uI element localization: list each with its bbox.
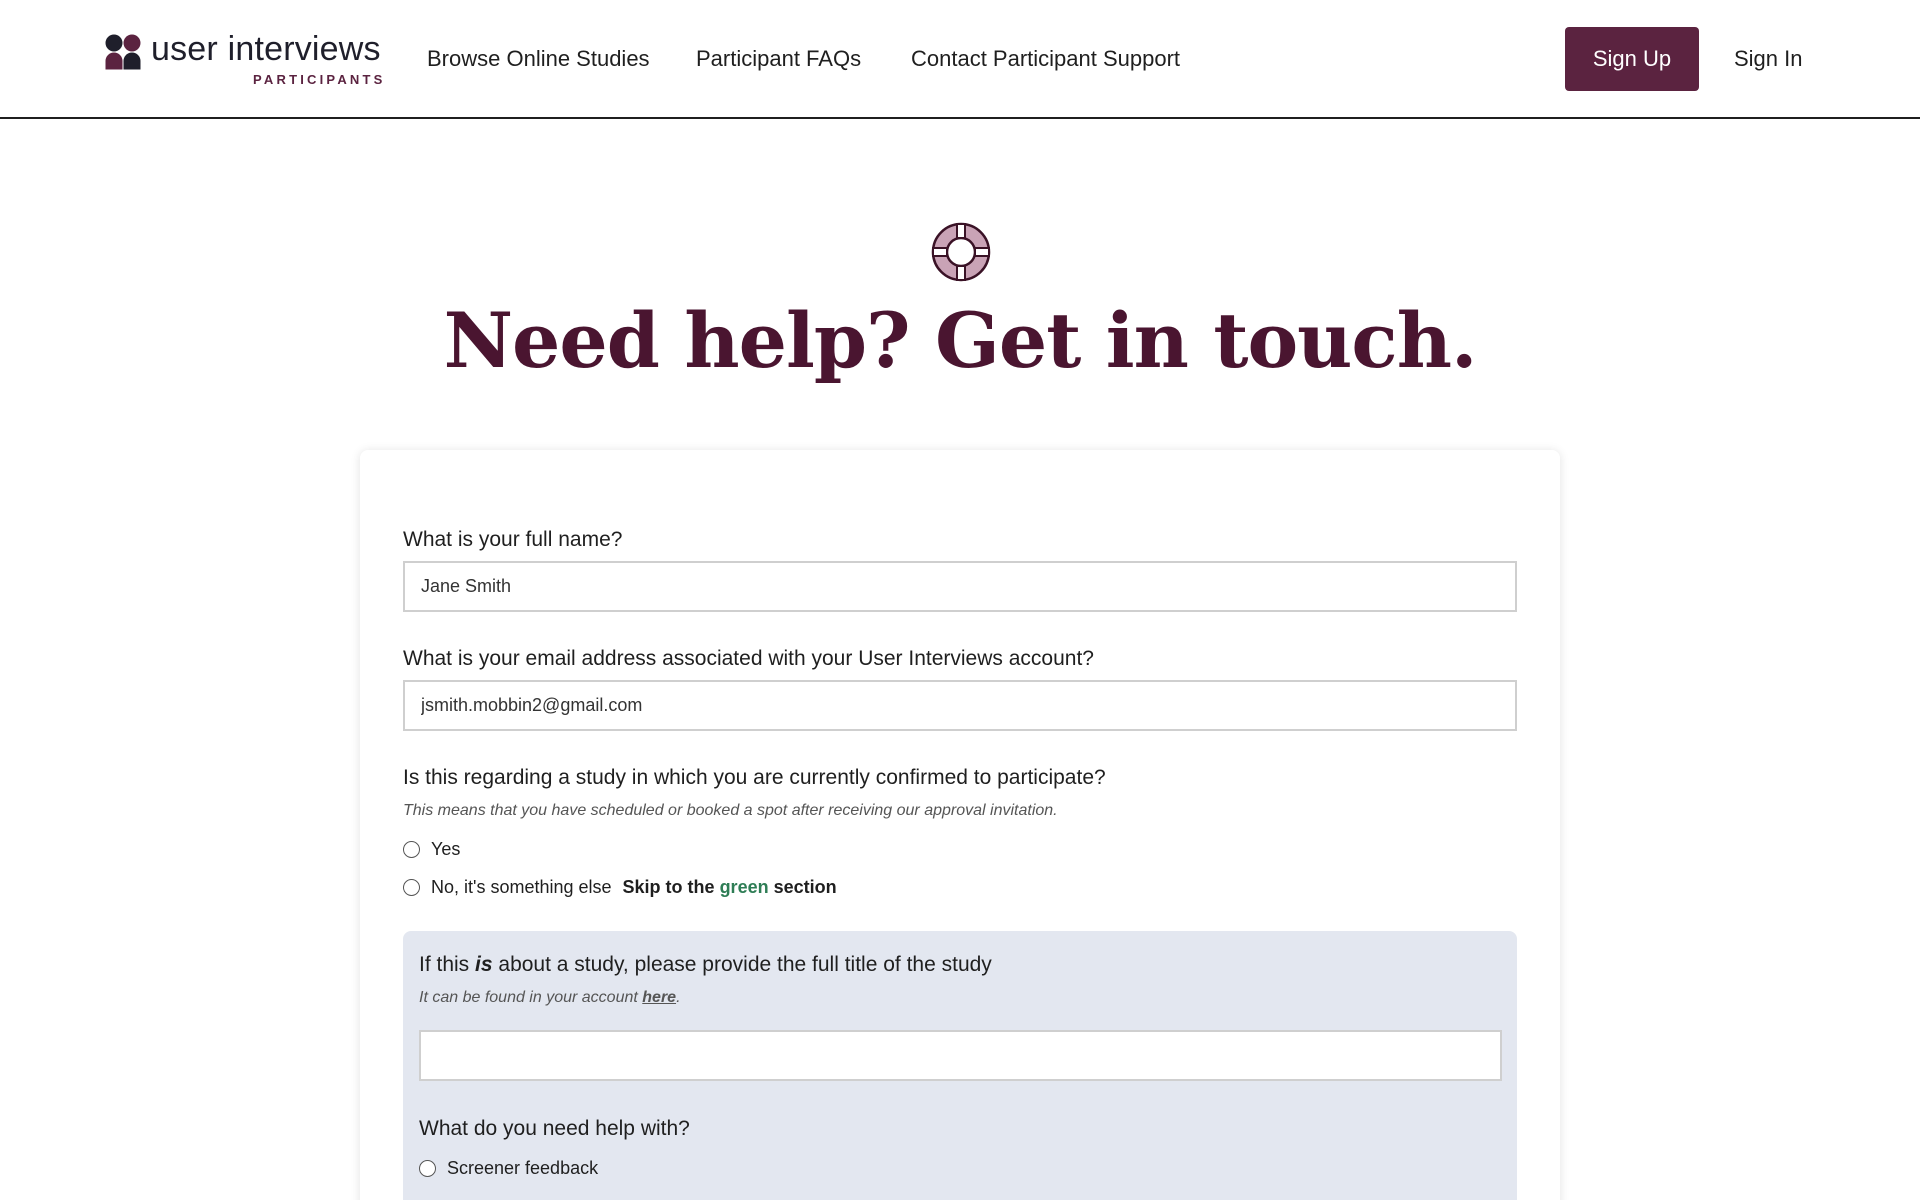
brand-logo[interactable] — [105, 30, 386, 88]
page-title: Need help? Get in touch. — [443, 296, 1477, 385]
radio-option-screener-feedback[interactable] — [419, 1158, 598, 1179]
study-title-input[interactable] — [419, 1030, 1502, 1081]
radio-button[interactable] — [403, 841, 420, 858]
radio-button[interactable] — [403, 879, 420, 896]
confirmed-study-label: Is this regarding a study in which you are currently confirmed to participate? — [403, 766, 1106, 789]
full-name-input[interactable] — [403, 561, 1517, 612]
study-title-hint — [419, 989, 681, 1007]
radio-option-yes[interactable] — [403, 839, 460, 860]
study-title-hint-prefix: It can be found in your account — [419, 989, 638, 1006]
support-form-card — [360, 450, 1560, 1200]
nav-browse-online-studies[interactable]: Browse Online Studies — [427, 46, 650, 71]
study-title-hint-suffix: . — [676, 989, 681, 1006]
radio-button[interactable] — [419, 1160, 436, 1177]
full-name-label: What is your full name? — [403, 528, 623, 551]
study-title-label-emphasis: is — [475, 953, 493, 976]
study-title-label-suffix: about a study, please provide the full title of the study — [498, 953, 992, 976]
radio-option-no[interactable] — [403, 877, 837, 898]
nav-participant-faqs[interactable]: Participant FAQs — [696, 46, 862, 71]
radio-label: Yes — [431, 839, 461, 859]
skip-to-green-note — [623, 877, 837, 898]
study-title-label-prefix: If this — [419, 953, 470, 976]
help-topic-label: What do you need help with? — [419, 1117, 690, 1140]
account-here-link[interactable]: here — [642, 989, 677, 1006]
study-details-section — [403, 931, 1517, 1200]
logo-wordmark: user interviews — [151, 30, 381, 68]
study-title-label — [419, 953, 992, 977]
radio-label: Screener feedback — [447, 1158, 599, 1178]
email-input[interactable] — [403, 680, 1517, 731]
logo-mark-icon — [105, 34, 141, 70]
sign-up-button[interactable]: Sign Up — [1565, 27, 1699, 91]
logo-subtitle: PARTICIPANTS — [253, 72, 386, 87]
skip-prefix: Skip to the — [622, 877, 715, 897]
email-label: What is your email address associated with your User Interviews account? — [403, 647, 1094, 670]
lifebuoy-icon — [930, 221, 992, 283]
confirmed-study-hint: This means that you have scheduled or booked a spot after receiving our approval invitation. — [403, 802, 1058, 819]
top-navigation-bar — [0, 0, 1920, 119]
radio-label: No, it's something else — [431, 877, 612, 897]
skip-suffix: section — [773, 877, 837, 897]
sign-in-link[interactable]: Sign In — [1734, 46, 1803, 71]
nav-contact-participant-support[interactable]: Contact Participant Support — [911, 46, 1181, 71]
skip-green-word: green — [719, 877, 769, 897]
